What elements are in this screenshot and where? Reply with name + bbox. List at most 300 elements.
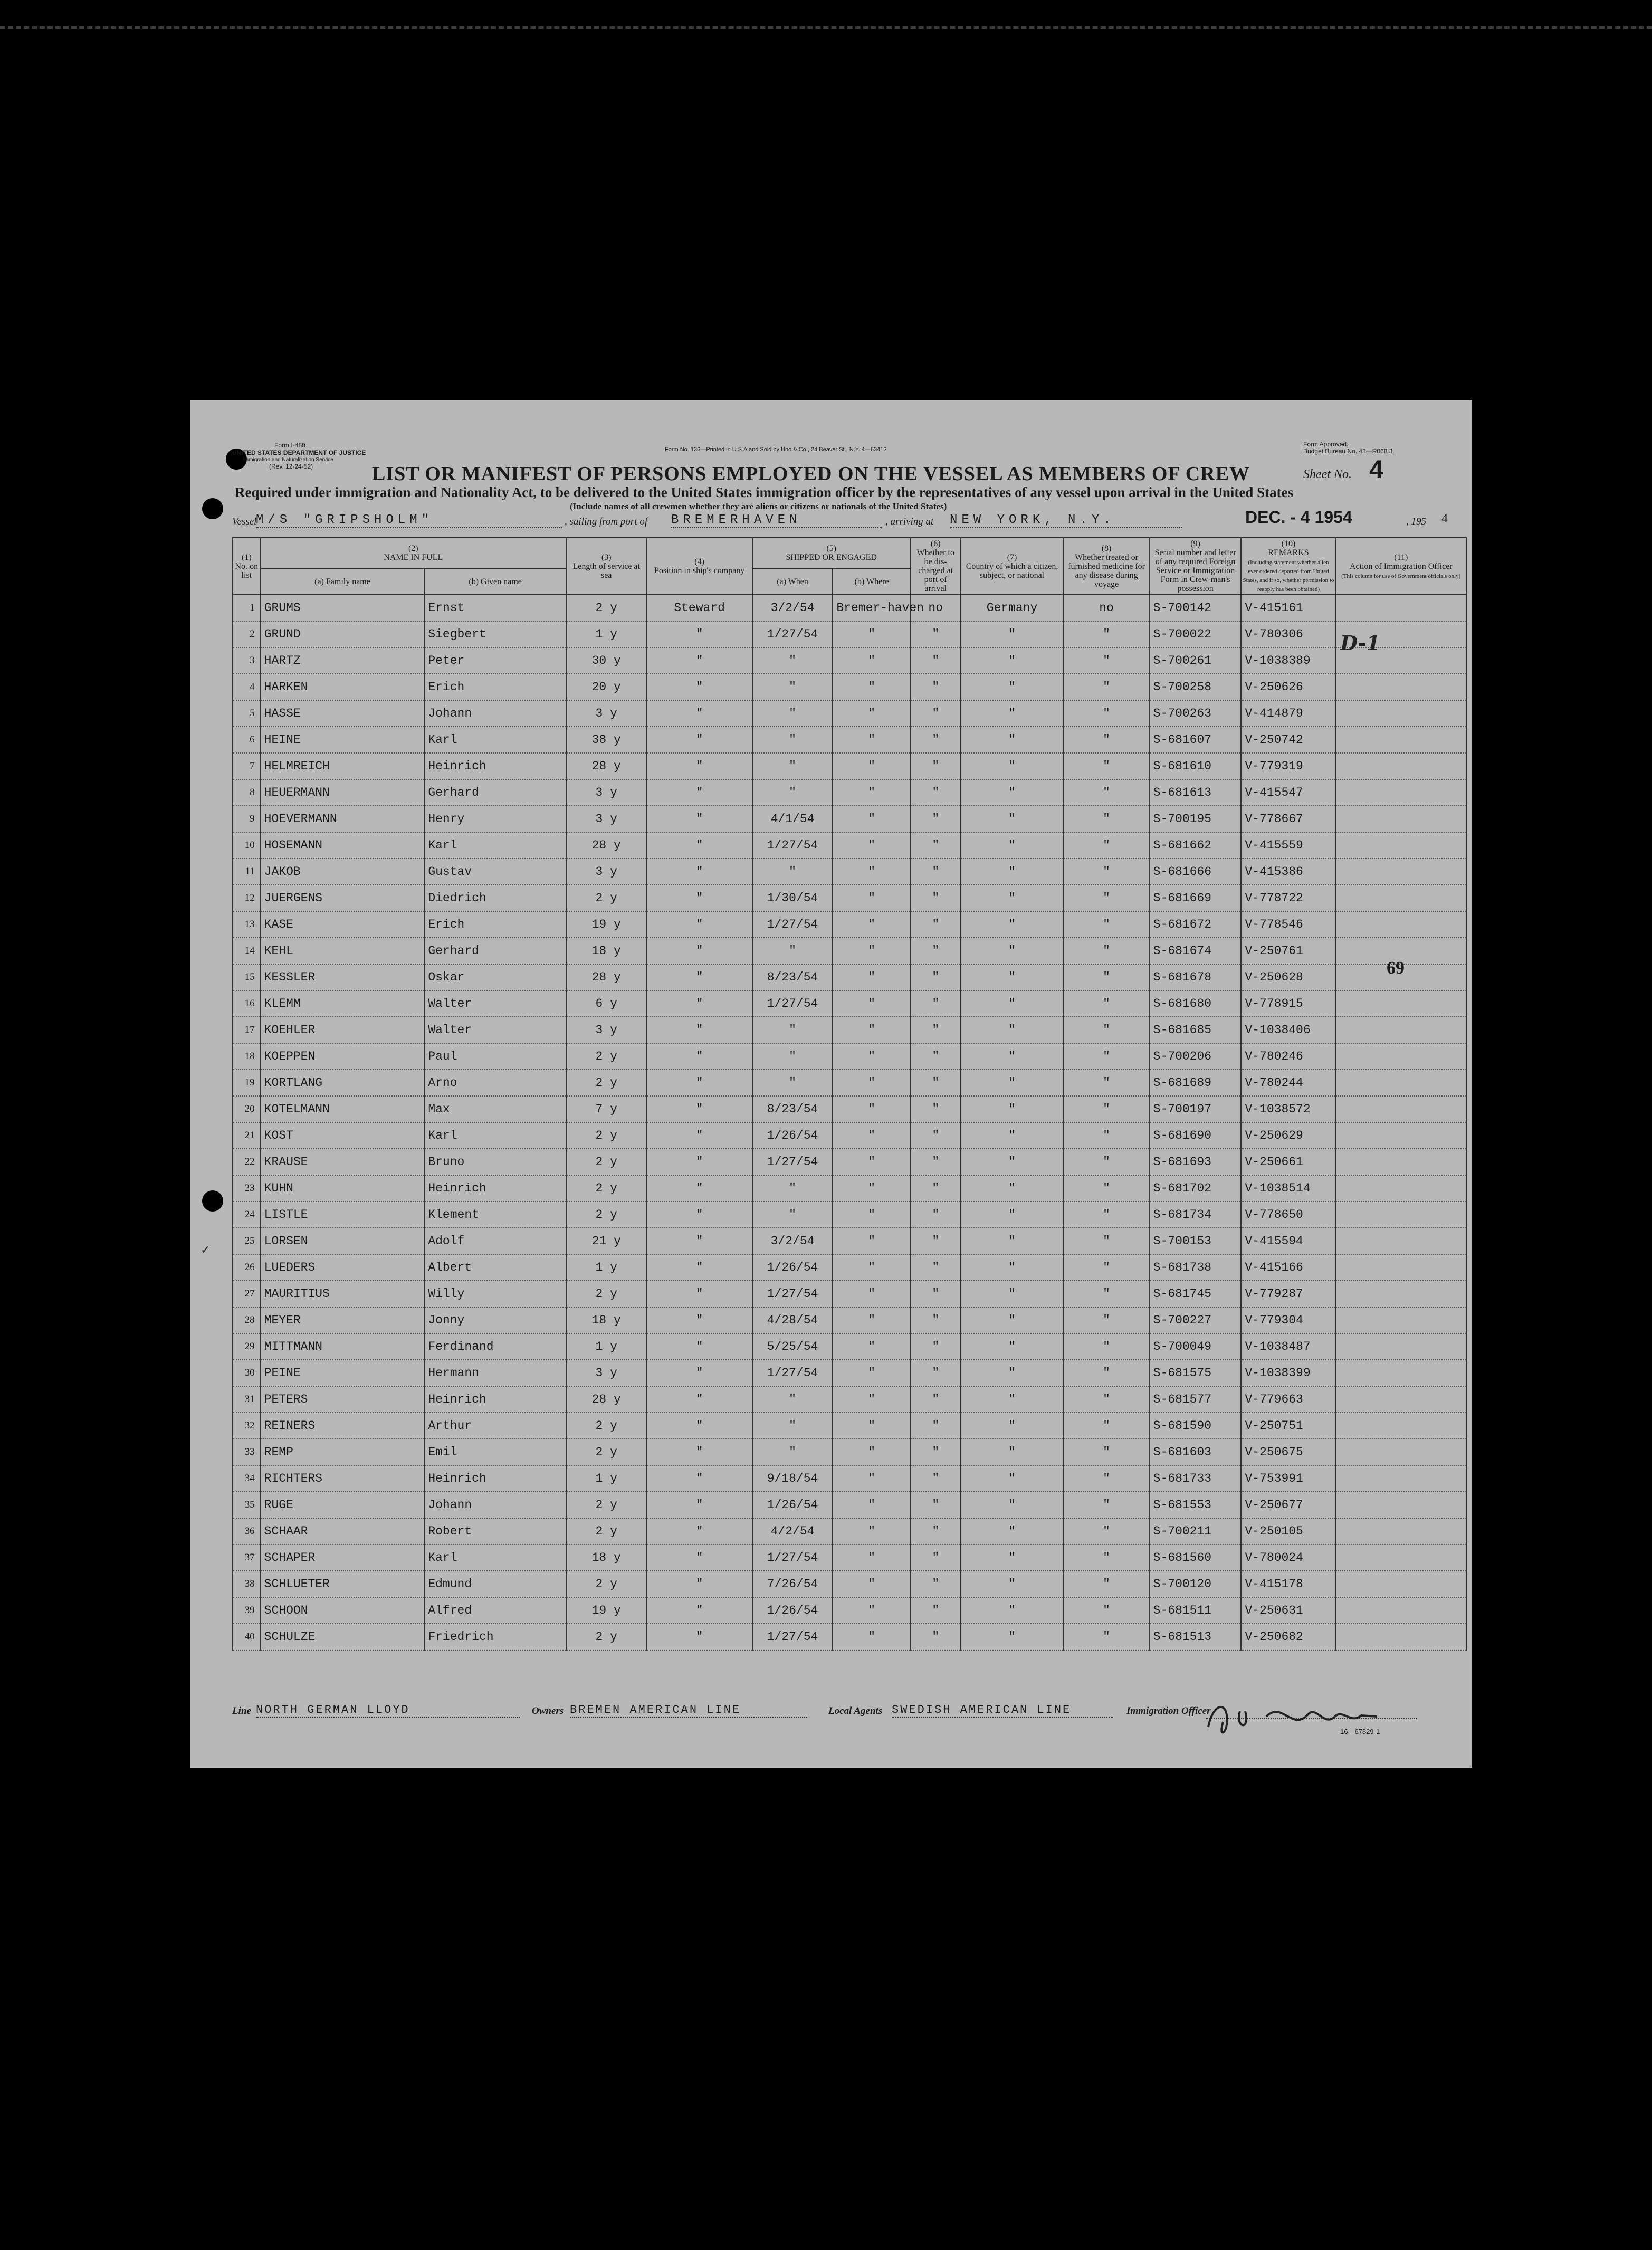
shipped-where-cell: " [833,1096,910,1122]
officer-action-cell [1335,1492,1466,1518]
punch-hole [202,1190,223,1212]
table-row [233,727,1466,753]
shipped-where-cell: " [833,753,910,779]
family-name-cell: GRUND [261,621,425,647]
row-number-cell: 36 [233,1518,261,1545]
serial-number-cell: S-681590 [1150,1413,1242,1439]
table-row [233,700,1466,727]
country-cell: " [961,938,1064,964]
handwritten-69: 69 [1387,958,1405,978]
row-number-cell: 22 [233,1149,261,1175]
shipped-when-cell: " [752,1043,833,1070]
shipped-where-cell: " [833,700,910,727]
family-name-cell: LUEDERS [261,1254,425,1281]
shipped-when-cell: 8/23/54 [752,1096,833,1122]
shipped-where-cell: " [833,1122,910,1149]
row-number-cell: 12 [233,885,261,911]
discharged-cell: " [911,911,961,938]
position-cell: " [647,1122,752,1149]
row-number-cell: 15 [233,964,261,990]
table-row [233,1175,1466,1202]
medicine-cell: " [1063,1571,1149,1597]
country-cell: " [961,1518,1064,1545]
country-cell: " [961,990,1064,1017]
shipped-when-cell: " [752,753,833,779]
shipped-where-cell: " [833,674,910,700]
shipped-when-cell: 1/27/54 [752,621,833,647]
medicine-cell: " [1063,1333,1149,1360]
sheet-number: 4 [1369,456,1383,484]
family-name-cell: KOEPPEN [261,1043,425,1070]
length-of-service-cell: 2 y [566,1439,647,1465]
given-name-cell: Diedrich [424,885,566,911]
shipped-when-cell: 1/26/54 [752,1122,833,1149]
medicine-cell: " [1063,1597,1149,1624]
officer-action-cell [1335,1439,1466,1465]
country-cell: " [961,859,1064,885]
position-cell: " [647,1545,752,1571]
officer-action-cell [1335,1175,1466,1202]
serial-number-cell: S-681610 [1150,753,1242,779]
shipped-where-cell: " [833,1149,910,1175]
serial-number-cell: S-681733 [1150,1465,1242,1492]
country-cell: " [961,1439,1064,1465]
given-name-cell: Erich [424,674,566,700]
position-cell: " [647,1070,752,1096]
family-name-cell: KLEMM [261,990,425,1017]
remarks-cell: V-415178 [1241,1571,1335,1597]
table-row [233,1254,1466,1281]
medicine-cell: no [1063,595,1149,621]
officer-action-cell [1335,1518,1466,1545]
discharged-cell: " [911,674,961,700]
serial-number-cell: S-700153 [1150,1228,1242,1254]
length-of-service-cell: 3 y [566,700,647,727]
discharged-cell: " [911,700,961,727]
family-name-cell: HARKEN [261,674,425,700]
serial-number-cell: S-700206 [1150,1043,1242,1070]
remarks-cell: V-1038572 [1241,1096,1335,1122]
discharged-cell: " [911,964,961,990]
country-cell: " [961,753,1064,779]
length-of-service-cell: 21 y [566,1228,647,1254]
medicine-cell: " [1063,1386,1149,1413]
shipped-when-cell: 1/30/54 [752,885,833,911]
discharged-cell: " [911,1439,961,1465]
shipped-when-cell: 8/23/54 [752,964,833,990]
remarks-cell: V-779287 [1241,1281,1335,1307]
length-of-service-cell: 19 y [566,1597,647,1624]
shipped-where-cell: " [833,1413,910,1439]
length-of-service-cell: 1 y [566,1465,647,1492]
officer-action-cell [1335,674,1466,700]
shipped-when-cell: 1/27/54 [752,990,833,1017]
row-number-cell: 29 [233,1333,261,1360]
medicine-cell: " [1063,1545,1149,1571]
shipped-where-cell: " [833,1624,910,1650]
medicine-cell: " [1063,1149,1149,1175]
shipped-where-cell: " [833,832,910,859]
family-name-cell: SCHAPER [261,1545,425,1571]
serial-number-cell: S-681513 [1150,1624,1242,1650]
shipped-when-cell: 1/27/54 [752,1545,833,1571]
shipped-where-cell: " [833,1202,910,1228]
budget-bureau: Budget Bureau No. 43—R068.3. [1303,447,1395,455]
remarks-cell: V-1038406 [1241,1017,1335,1043]
officer-action-cell [1335,990,1466,1017]
medicine-cell: " [1063,1281,1149,1307]
country-cell: " [961,1333,1064,1360]
country-cell: " [961,1571,1064,1597]
discharged-cell: " [911,1202,961,1228]
length-of-service-cell: 28 y [566,753,647,779]
vessel-line [232,508,1456,533]
row-number-cell: 23 [233,1175,261,1202]
country-cell: " [961,806,1064,832]
form-revision: (Rev. 12-24-52) [269,463,313,470]
shipped-where-cell: " [833,1175,910,1202]
country-cell: " [961,1202,1064,1228]
line-name: NORTH GERMAN LLOYD [256,1703,520,1718]
serial-number-cell: S-681603 [1150,1439,1242,1465]
line-label: Line [232,1705,251,1717]
country-cell: " [961,964,1064,990]
given-name-cell: Robert [424,1518,566,1545]
serial-number-cell: S-681702 [1150,1175,1242,1202]
medicine-cell: " [1063,859,1149,885]
position-cell: " [647,1571,752,1597]
officer-action-cell [1335,727,1466,753]
serial-number-cell: S-700258 [1150,674,1242,700]
officer-action-cell [1335,1202,1466,1228]
discharged-cell: " [911,1017,961,1043]
remarks-cell: V-778667 [1241,806,1335,832]
row-number-cell: 3 [233,647,261,674]
position-cell: " [647,1254,752,1281]
remarks-cell: V-415559 [1241,832,1335,859]
col-where-header: (b) Where [833,568,910,595]
given-name-cell: Erich [424,911,566,938]
crew-manifest-table [232,537,1467,1651]
row-number-cell: 35 [233,1492,261,1518]
row-number-cell: 39 [233,1597,261,1624]
discharged-cell: " [911,727,961,753]
shipped-when-cell: " [752,647,833,674]
country-cell: " [961,1070,1064,1096]
length-of-service-cell: 3 y [566,806,647,832]
col-medicine-header: (8) Whether treated or furnished medicine for any disease during voyage [1063,538,1149,595]
shipped-when-cell: " [752,1439,833,1465]
table-row [233,1386,1466,1413]
family-name-cell: PEINE [261,1360,425,1386]
length-of-service-cell: 3 y [566,1360,647,1386]
country-cell: " [961,1624,1064,1650]
shipped-where-cell: " [833,1281,910,1307]
family-name-cell: HEUERMANN [261,779,425,806]
shipped-where-cell: " [833,1518,910,1545]
position-cell: " [647,1307,752,1333]
row-number-cell: 25 [233,1228,261,1254]
row-number-cell: 28 [233,1307,261,1333]
row-number-cell: 26 [233,1254,261,1281]
country-cell: " [961,674,1064,700]
country-cell: " [961,700,1064,727]
given-name-cell: Heinrich [424,1386,566,1413]
remarks-cell: V-415594 [1241,1228,1335,1254]
position-cell: " [647,911,752,938]
check-mark-row-24: ✓ [200,1243,211,1256]
family-name-cell: PETERS [261,1386,425,1413]
country-cell: " [961,1597,1064,1624]
officer-action-cell [1335,1017,1466,1043]
family-name-cell: HASSE [261,700,425,727]
position-cell: " [647,1281,752,1307]
row-number-cell: 17 [233,1017,261,1043]
serial-number-cell: S-700261 [1150,647,1242,674]
shipped-when-cell: 5/25/54 [752,1333,833,1360]
country-cell: " [961,1122,1064,1149]
medicine-cell: " [1063,964,1149,990]
medicine-cell: " [1063,1043,1149,1070]
length-of-service-cell: 19 y [566,911,647,938]
serial-number-cell: S-681560 [1150,1545,1242,1571]
remarks-cell: V-250675 [1241,1439,1335,1465]
length-of-service-cell: 18 y [566,938,647,964]
family-name-cell: KOEHLER [261,1017,425,1043]
table-row [233,1070,1466,1096]
row-number-cell: 6 [233,727,261,753]
length-of-service-cell: 1 y [566,621,647,647]
officer-action-cell [1335,806,1466,832]
family-name-cell: REINERS [261,1413,425,1439]
country-cell: " [961,621,1064,647]
table-row [233,806,1466,832]
remarks-cell: V-779319 [1241,753,1335,779]
discharged-cell: " [911,779,961,806]
position-cell: " [647,1149,752,1175]
serial-number-cell: S-681685 [1150,1017,1242,1043]
shipped-when-cell: " [752,938,833,964]
position-cell: " [647,1386,752,1413]
position-cell: " [647,1096,752,1122]
table-row [233,885,1466,911]
position-cell: " [647,727,752,753]
remarks-cell: V-250629 [1241,1122,1335,1149]
officer-action-cell [1335,595,1466,621]
table-row [233,1281,1466,1307]
given-name-cell: Bruno [424,1149,566,1175]
length-of-service-cell: 3 y [566,859,647,885]
discharged-cell: " [911,1386,961,1413]
country-cell: " [961,779,1064,806]
table-row [233,911,1466,938]
shipped-where-cell: " [833,727,910,753]
shipped-when-cell: 1/26/54 [752,1254,833,1281]
officer-action-cell [1335,1096,1466,1122]
officer-action-cell [1335,1122,1466,1149]
table-row [233,1492,1466,1518]
country-cell: " [961,727,1064,753]
discharged-cell: " [911,1281,961,1307]
family-name-cell: HEINE [261,727,425,753]
discharged-cell: " [911,753,961,779]
remarks-cell: V-778722 [1241,885,1335,911]
given-name-cell: Arthur [424,1413,566,1439]
medicine-cell: " [1063,647,1149,674]
col-position-header: (4) Position in ship's company [647,538,752,595]
year-prefix: , 195 [1406,516,1426,527]
family-name-cell: HOSEMANN [261,832,425,859]
medicine-cell: " [1063,1122,1149,1149]
shipped-where-cell: " [833,1070,910,1096]
given-name-cell: Walter [424,1017,566,1043]
given-name-cell: Gerhard [424,938,566,964]
medicine-cell: " [1063,1228,1149,1254]
medicine-cell: " [1063,1492,1149,1518]
remarks-cell: V-250682 [1241,1624,1335,1650]
shipped-where-cell: " [833,1571,910,1597]
year-suffix: 4 [1441,512,1448,526]
row-number-cell: 5 [233,700,261,727]
port-to: NEW YORK, N.Y. [950,513,1182,528]
position-cell: " [647,1518,752,1545]
family-name-cell: KORTLANG [261,1070,425,1096]
serial-number-cell: S-681613 [1150,779,1242,806]
given-name-cell: Albert [424,1254,566,1281]
medicine-cell: " [1063,1465,1149,1492]
position-cell: " [647,1202,752,1228]
family-name-cell: SCHULZE [261,1624,425,1650]
shipped-when-cell: 1/27/54 [752,911,833,938]
officer-action-cell [1335,1386,1466,1413]
row-number-cell: 8 [233,779,261,806]
length-of-service-cell: 2 y [566,1122,647,1149]
country-cell: " [961,1228,1064,1254]
serial-number-cell: S-700142 [1150,595,1242,621]
medicine-cell: " [1063,1070,1149,1096]
discharged-cell: no [911,595,961,621]
medicine-cell: " [1063,806,1149,832]
row-number-cell: 37 [233,1545,261,1571]
shipped-where-cell: " [833,859,910,885]
discharged-cell: " [911,1597,961,1624]
arrival-date: DEC. - 4 1954 [1245,508,1352,527]
shipped-when-cell: 1/27/54 [752,832,833,859]
country-cell: " [961,1043,1064,1070]
include-note: (Include names of all crewmen whether they are aliens or citizens or nationals of the United States) [570,501,947,511]
family-name-cell: MEYER [261,1307,425,1333]
discharged-cell: " [911,859,961,885]
position-cell: " [647,964,752,990]
row-number-cell: 40 [233,1624,261,1650]
country-cell: " [961,1492,1064,1518]
discharged-cell: " [911,1043,961,1070]
length-of-service-cell: 2 y [566,1070,647,1096]
position-cell: " [647,647,752,674]
position-cell: " [647,1360,752,1386]
length-of-service-cell: 2 y [566,595,647,621]
family-name-cell: RICHTERS [261,1465,425,1492]
officer-action-cell [1335,753,1466,779]
officer-action-cell [1335,1043,1466,1070]
row-number-cell: 20 [233,1096,261,1122]
family-name-cell: LISTLE [261,1202,425,1228]
officer-action-cell [1335,859,1466,885]
remarks-cell: V-250761 [1241,938,1335,964]
remarks-cell: V-415386 [1241,859,1335,885]
serial-number-cell: S-681672 [1150,911,1242,938]
shipped-where-cell: " [833,1439,910,1465]
medicine-cell: " [1063,911,1149,938]
sheet-label: Sheet No. [1303,468,1352,481]
remarks-cell: V-778546 [1241,911,1335,938]
medicine-cell: " [1063,1254,1149,1281]
position-cell: " [647,990,752,1017]
row-number-cell: 32 [233,1413,261,1439]
serial-number-cell: S-700197 [1150,1096,1242,1122]
shipped-when-cell: 1/26/54 [752,1597,833,1624]
length-of-service-cell: 20 y [566,674,647,700]
country-cell: " [961,885,1064,911]
family-name-cell: LORSEN [261,1228,425,1254]
given-name-cell: Karl [424,1545,566,1571]
position-cell: " [647,806,752,832]
shipped-where-cell: " [833,1360,910,1386]
given-name-cell: Jonny [424,1307,566,1333]
discharged-cell: " [911,1149,961,1175]
table-row [233,1017,1466,1043]
officer-action-cell [1335,1413,1466,1439]
remarks-cell: V-780306 [1241,621,1335,647]
position-cell: " [647,621,752,647]
punch-hole [202,498,223,519]
serial-number-cell: S-681689 [1150,1070,1242,1096]
medicine-cell: " [1063,727,1149,753]
length-of-service-cell: 18 y [566,1307,647,1333]
position-cell: " [647,938,752,964]
shipped-where-cell: " [833,1228,910,1254]
given-name-cell: Johann [424,1492,566,1518]
family-name-cell: KOST [261,1122,425,1149]
length-of-service-cell: 6 y [566,990,647,1017]
serial-number-cell: S-681738 [1150,1254,1242,1281]
length-of-service-cell: 2 y [566,885,647,911]
serial-number-cell: S-700195 [1150,806,1242,832]
top-edge-artifact [0,26,1652,33]
col-discharged-header: (6) Whether to be dis-charged at port of arrival [911,538,961,595]
discharged-cell: " [911,1465,961,1492]
length-of-service-cell: 18 y [566,1545,647,1571]
given-name-cell: Heinrich [424,753,566,779]
length-of-service-cell: 2 y [566,1175,647,1202]
remarks-cell: V-780246 [1241,1043,1335,1070]
discharged-cell: " [911,885,961,911]
discharged-cell: " [911,1571,961,1597]
col-country-header: (7) Country of which a citizen, subject, or national [961,538,1064,595]
shipped-where-cell: " [833,1386,910,1413]
table-row [233,1333,1466,1360]
row-number-cell: 16 [233,990,261,1017]
medicine-cell: " [1063,1413,1149,1439]
family-name-cell: RUGE [261,1492,425,1518]
medicine-cell: " [1063,1096,1149,1122]
officer-action-cell [1335,1571,1466,1597]
shipped-when-cell: " [752,1017,833,1043]
family-name-cell: KRAUSE [261,1149,425,1175]
officer-action-cell [1335,700,1466,727]
length-of-service-cell: 28 y [566,1386,647,1413]
col-service-header: (3) Length of service at sea [566,538,647,595]
